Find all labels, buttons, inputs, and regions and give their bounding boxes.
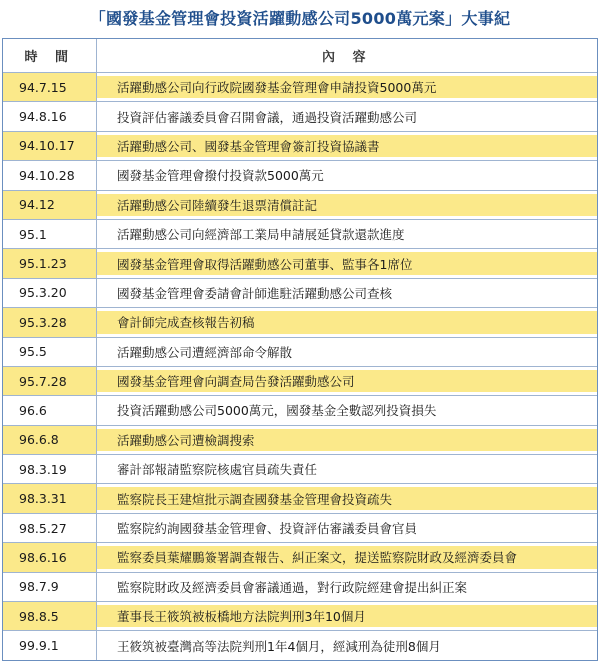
- table-row: [3, 425, 597, 454]
- row-content: 董事長王筱筑被板橋地方法院判刑3年10個月: [97, 605, 597, 627]
- row-date: 94.7.15: [3, 73, 97, 101]
- row-date: 95.5: [3, 338, 97, 366]
- row-date: 98.3.19: [3, 455, 97, 483]
- row-content: 活躍動感公司向經濟部工業局申請展延貸款還款進度: [117, 227, 405, 243]
- page-title: 「國發基金管理會投資活躍動感公司5000萬元案」大事紀: [89, 9, 511, 28]
- table-row: [3, 542, 597, 571]
- table-row: [3, 131, 597, 160]
- row-content: 會計師完成查核報告初稿: [97, 311, 597, 333]
- table-row: [3, 513, 597, 542]
- table-row: [3, 307, 597, 336]
- table-header-row: [3, 39, 597, 72]
- row-content: 活躍動感公司遭檢調搜索: [97, 429, 597, 451]
- table-row: [3, 337, 597, 366]
- row-date: 94.8.16: [3, 102, 97, 130]
- header-content: 內 容: [321, 50, 373, 65]
- table-row: [3, 248, 597, 277]
- row-date: 98.5.27: [3, 514, 97, 542]
- timeline-table: [2, 38, 598, 661]
- table-row: [3, 395, 597, 424]
- row-date: 95.1: [3, 220, 97, 248]
- row-date: 98.7.9: [3, 573, 97, 601]
- table-row: [3, 160, 597, 189]
- row-content: 國發基金管理會向調查局告發活躍動感公司: [97, 370, 597, 392]
- table-row: [3, 483, 597, 512]
- table-row: [3, 630, 597, 659]
- row-date: 95.1.23: [3, 249, 97, 277]
- row-content: 國發基金管理會委請會計師進駐活躍動感公司查核: [117, 285, 393, 301]
- table-row: [3, 366, 597, 395]
- row-content: 監察委員葉耀鵬簽署調查報告、糾正案文，提送監察院財政及經濟委員會: [97, 546, 597, 568]
- row-content: 監察院財政及經濟委員會審議通過，對行政院經建會提出糾正案: [117, 579, 468, 595]
- row-date: 98.6.16: [3, 543, 97, 571]
- table-row: [3, 219, 597, 248]
- header-date: 時 間: [3, 39, 97, 72]
- row-content: 投資評估審議委員會召開會議，通過投資活躍動感公司: [117, 109, 418, 125]
- row-date: 96.6.8: [3, 426, 97, 454]
- row-date: 96.6: [3, 396, 97, 424]
- table-row: [3, 454, 597, 483]
- row-date: 94.12: [3, 191, 97, 219]
- table-row: [3, 72, 597, 101]
- row-date: 98.3.31: [3, 484, 97, 512]
- row-content: 活躍動感公司陸續發生退票清償註記: [97, 194, 597, 216]
- table-row: [3, 101, 597, 130]
- table-row: [3, 190, 597, 219]
- row-date: 95.3.20: [3, 279, 97, 307]
- row-date: 98.8.5: [3, 602, 97, 630]
- row-content: 王筱筑被臺灣高等法院判刑1年4個月，經減刑為徒刑8個月: [117, 638, 441, 654]
- row-content: 活躍動感公司、國發基金管理會簽訂投資協議書: [97, 135, 597, 157]
- row-content: 國發基金管理會取得活躍動感公司董事、監事各1席位: [97, 252, 597, 274]
- row-date: 99.9.1: [3, 631, 97, 659]
- row-date: 95.3.28: [3, 308, 97, 336]
- row-content: 審計部報請監察院核處官員疏失責任: [117, 462, 318, 478]
- row-date: 95.7.28: [3, 367, 97, 395]
- row-content: 投資活躍動感公司5000萬元，國發基金全數認列投資損失: [117, 403, 437, 419]
- row-content: 活躍動感公司遭經濟部命令解散: [117, 344, 293, 360]
- row-content: 國發基金管理會撥付投資款5000萬元: [117, 168, 324, 184]
- table-row: [3, 601, 597, 630]
- row-date: 94.10.28: [3, 161, 97, 189]
- row-content: 活躍動感公司向行政院國發基金管理會申請投資5000萬元: [97, 76, 597, 98]
- table-row: [3, 278, 597, 307]
- row-content: 監察院長王建煊批示調查國發基金管理會投資疏失: [97, 487, 597, 509]
- table-row: [3, 572, 597, 601]
- row-content: 監察院約詢國發基金管理會、投資評估審議委員會官員: [117, 521, 418, 537]
- row-date: 94.10.17: [3, 132, 97, 160]
